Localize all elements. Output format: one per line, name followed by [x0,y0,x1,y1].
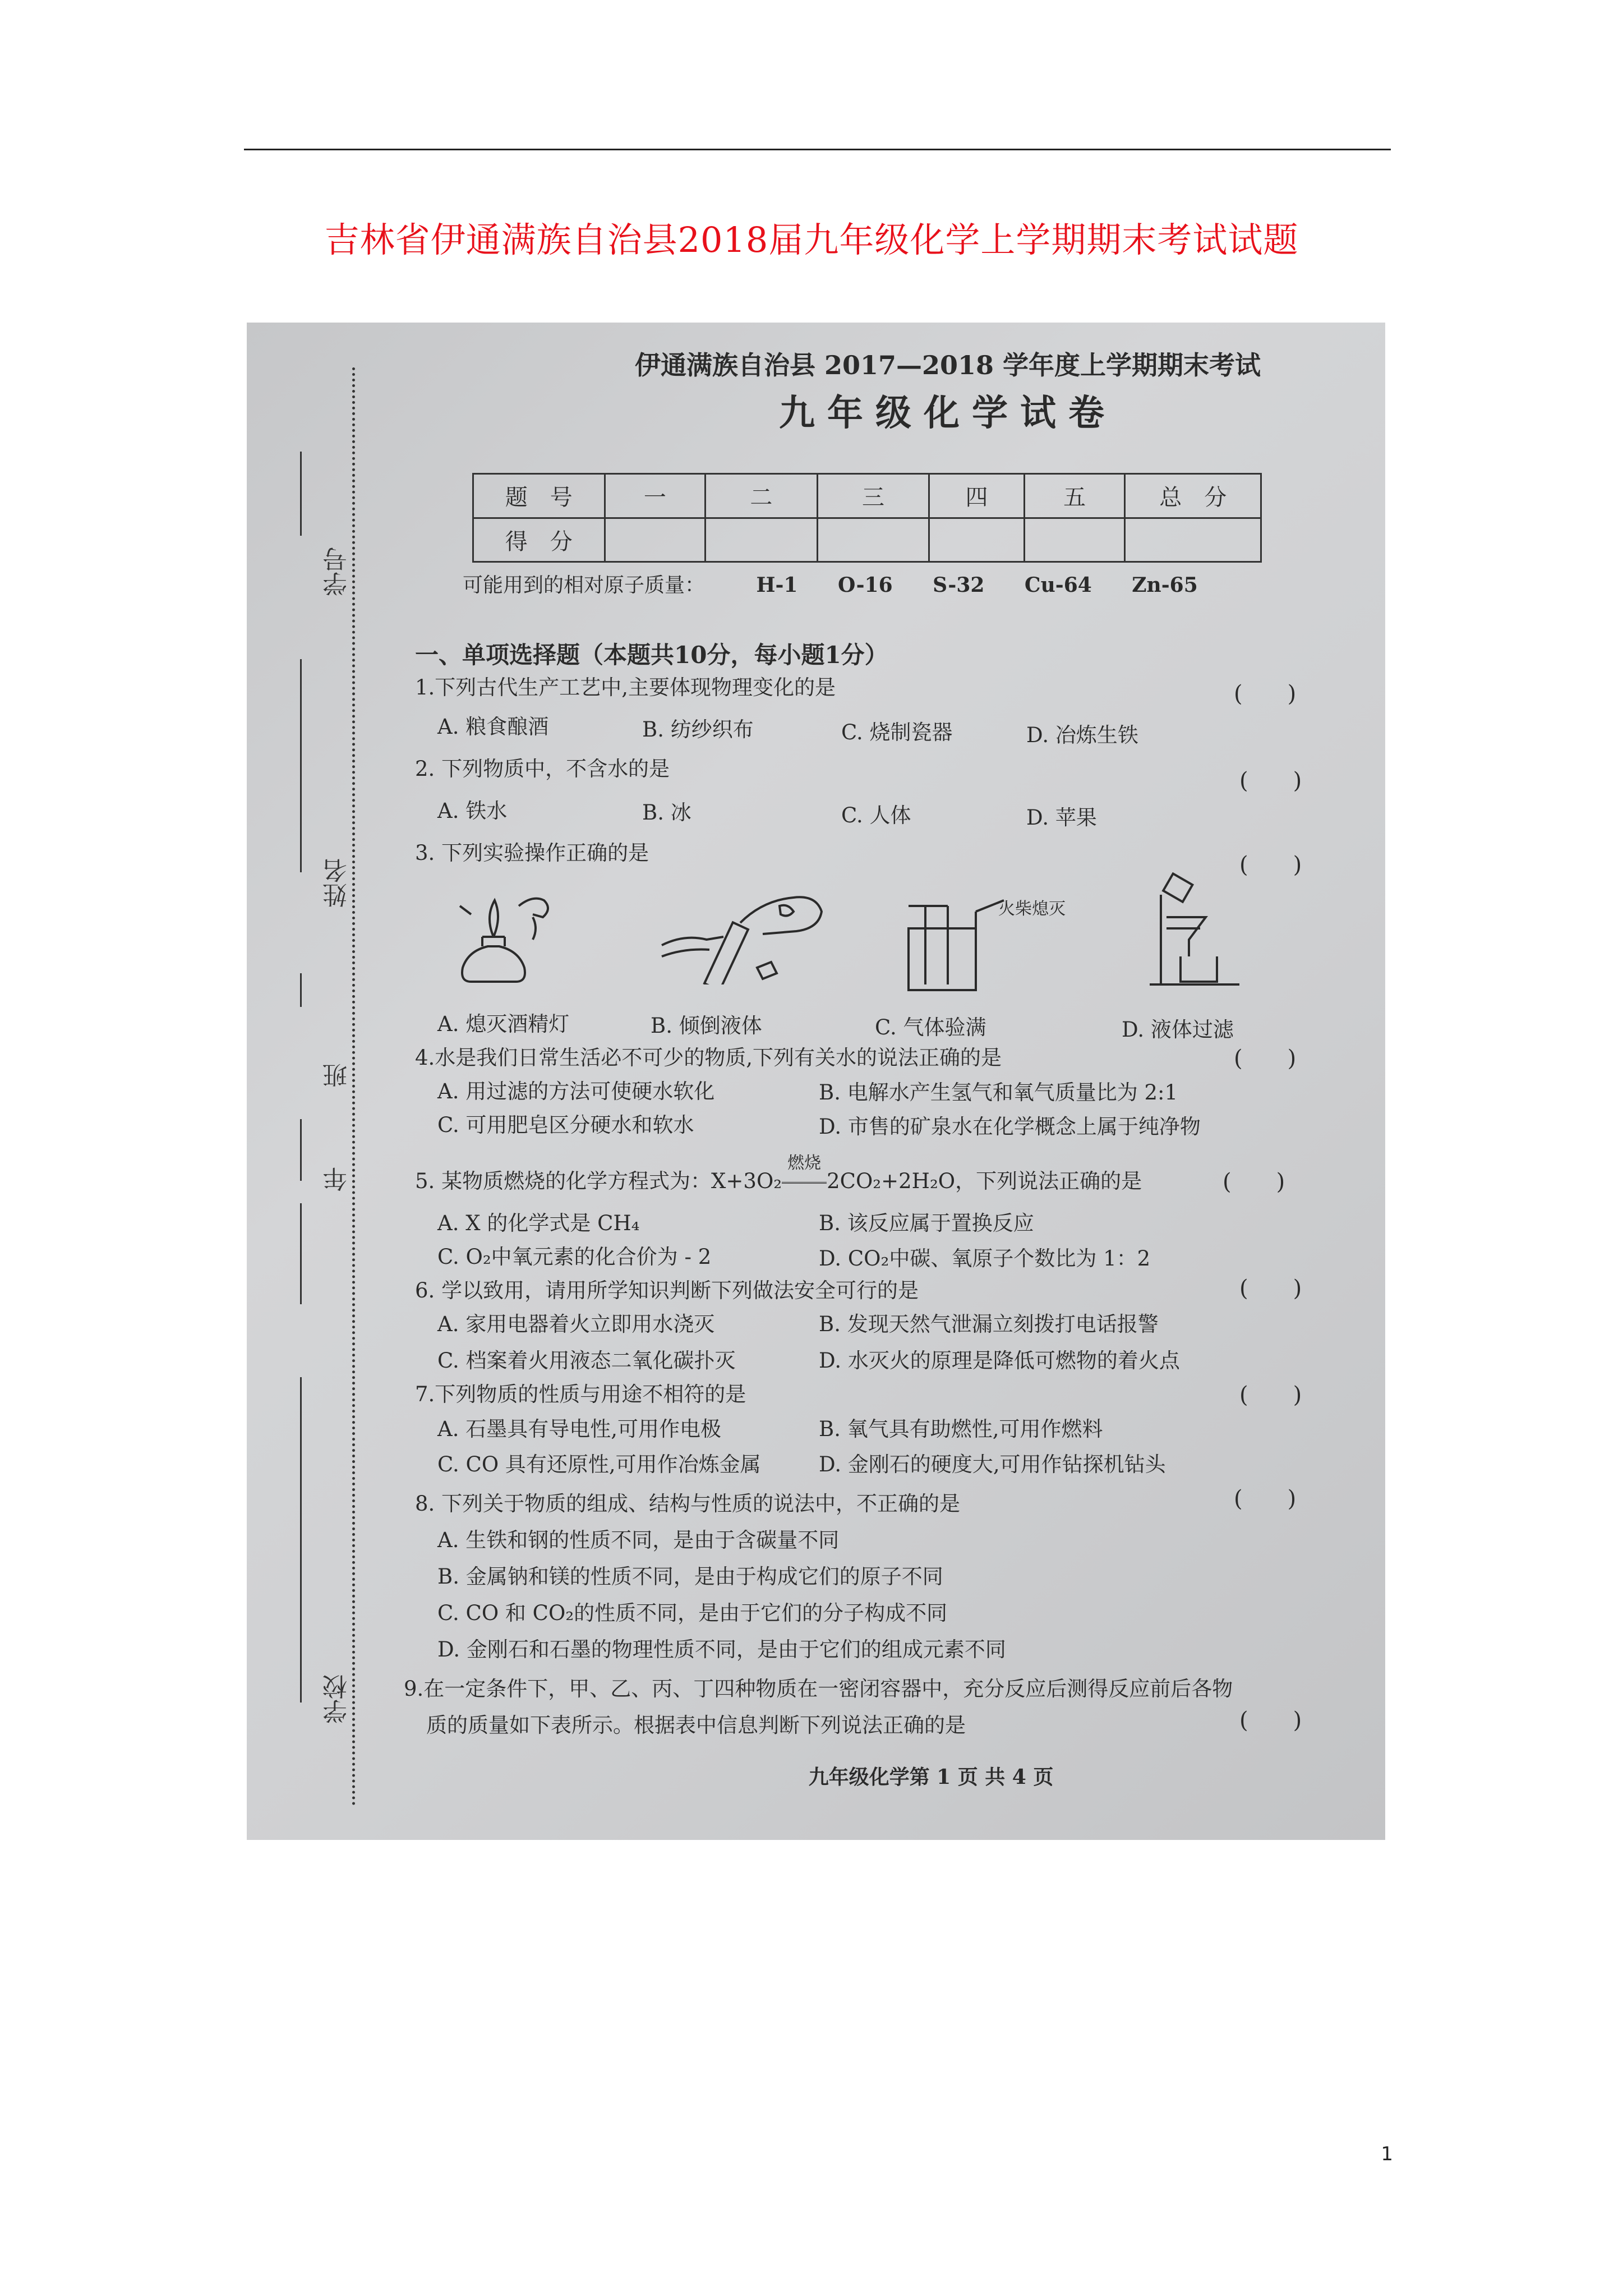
figure-pouring-liquid [651,884,830,984]
score-cell: 得 分 [473,518,605,562]
q8-answer-paren: ( ) [1234,1486,1297,1512]
q3-stem: 3. 下列实验操作正确的是 [415,841,649,865]
q4-option-c: C. 可用肥皂区分硬水和软水 [437,1113,694,1137]
label-grade: 年 [323,1167,352,1191]
atomic-mass-zn: Zn-65 [1132,573,1198,597]
q7-answer-paren: ( ) [1239,1382,1302,1408]
atomic-mass-label: 可能用到的相对原子质量： [463,574,706,597]
q7-stem: 7.下列物质的性质与用途不相符的是 [415,1382,746,1406]
q2-option-d: D. 苹果 [1026,806,1097,830]
figure-filtration [1144,872,1245,990]
q3-option-b: B. 倾倒液体 [651,1014,762,1038]
q1-option-b: B. 纺纱织布 [642,717,754,742]
q1-option-c: C. 烧制瓷器 [841,720,953,744]
q5-stem-pre: 5. 某物质燃烧的化学方程式为：X+3O₂ [415,1169,782,1193]
exam-header-line2: 九年级化学试卷 [779,392,1117,434]
label-name: 姓名 [323,858,352,908]
q8-option-b: B. 金属钠和镁的性质不同，是由于构成它们的原子不同 [437,1565,943,1589]
header-rule [244,149,1391,150]
score-table-header-row [473,474,1261,518]
score-blank [605,518,706,562]
label-school: 学校 [323,1674,352,1724]
score-cell: 题 号 [473,474,605,518]
atomic-mass-cu: Cu-64 [1024,573,1092,597]
q5-reaction-arrow [782,1153,827,1193]
q1-answer-paren: ( ) [1234,681,1297,707]
q5-option-d: D. CO₂中碳、氧原子个数比为 1：2 [819,1246,1151,1271]
q5-option-b: B. 该反应属于置换反应 [819,1211,1034,1235]
score-blank [929,518,1025,562]
class-line [300,973,302,1007]
q8-option-d: D. 金刚石和石墨的物理性质不同，是由于它们的组成元素不同 [437,1637,1006,1662]
q2-option-c: C. 人体 [841,803,911,827]
q5-condition: 燃烧 [787,1153,822,1173]
score-cell: 总 分 [1125,474,1261,518]
atomic-mass-line [463,569,1232,598]
q1-option-a: A. 粮食酿酒 [437,715,549,739]
q7-option-d: D. 金刚石的硬度大,可用作钻探机钻头 [819,1452,1166,1476]
q6-option-c: C. 档案着火用液态二氧化碳扑灭 [437,1349,736,1373]
score-blank [706,518,818,562]
q7-option-b: B. 氧气具有助燃性,可用作燃料 [819,1417,1103,1441]
score-cell: 四 [929,474,1025,518]
q5-stem-post: 2CO₂+2H₂O，下列说法正确的是 [827,1169,1142,1193]
page-number: 1 [1381,2143,1393,2165]
atomic-mass-h: H-1 [756,573,798,597]
name-line [300,659,302,872]
q9-answer-paren: ( ) [1239,1708,1302,1733]
exam-page-footer: 九年级化学第 1 页 共 4 页 [808,1765,1054,1789]
score-blank [1024,518,1125,562]
q5-option-c: C. O₂中氧元素的化合价为 - 2 [437,1245,712,1269]
exam-paper-photo [247,323,1385,1840]
q1-option-d: D. 冶炼生铁 [1026,723,1138,747]
q6-answer-paren: ( ) [1239,1276,1302,1301]
school-line [300,1377,302,1703]
q4-option-a: A. 用过滤的方法可使硬水软化 [437,1079,715,1103]
student-no-line [300,452,302,536]
q3-option-d: D. 液体过滤 [1122,1018,1234,1042]
q9-stem-line2: 质的质量如下表所示。根据表中信息判断下列说法正确的是 [426,1713,966,1737]
score-blank [817,518,929,562]
grade-line-top [300,1119,302,1181]
atomic-mass-o: O-16 [837,573,893,597]
section1-title: 一、单项选择题（本题共10分，每小题1分） [415,641,888,669]
q8-stem: 8. 下列关于物质的组成、结构与性质的说法中，不正确的是 [415,1492,961,1516]
q2-stem: 2. 下列物质中，不含水的是 [415,757,670,781]
grade-line-bottom [300,1203,302,1304]
q7-option-c: C. CO 具有还原性,可用作冶炼金属 [437,1452,761,1476]
q4-option-d: D. 市售的矿泉水在化学概念上属于纯净物 [819,1115,1201,1139]
q5-answer-paren: ( ) [1223,1169,1285,1195]
q3-option-a: A. 熄灭酒精灯 [437,1012,570,1036]
q2-option-a: A. 铁水 [437,799,508,823]
score-blank [1125,518,1261,562]
score-cell: 一 [605,474,706,518]
q5-stem [415,1153,1142,1194]
score-cell: 五 [1024,474,1125,518]
q5-option-a: A. X 的化学式是 CH₄ [437,1211,640,1235]
figure-c-caption: 火柴熄灭 [998,899,1066,919]
label-student-no: 学号 [323,547,352,596]
q8-option-c: C. CO 和 CO₂的性质不同，是由于它们的分子构成不同 [437,1601,948,1625]
q4-stem: 4.水是我们日常生活必不可少的物质,下列有关水的说法正确的是 [415,1046,1002,1070]
q8-option-a: A. 生铁和钢的性质不同，是由于含碳量不同 [437,1528,840,1552]
q6-option-a: A. 家用电器着火立即用水浇灭 [437,1312,715,1336]
q7-option-a: A. 石墨具有导电性,可用作电极 [437,1417,722,1441]
atomic-mass-s: S-32 [933,573,985,597]
score-table [472,473,1262,563]
q2-option-b: B. 冰 [642,800,691,825]
document-title: 吉林省伊通满族自治县2018届九年级化学上学期期末考试试题 [324,219,1299,260]
score-cell: 二 [706,474,818,518]
score-table-score-row [473,518,1261,562]
figure-alcohol-lamp [449,884,561,990]
score-cell: 三 [817,474,929,518]
q9-stem-line1: 9.在一定条件下，甲、乙、丙、丁四种物质在一密闭容器中，充分反应后测得反应前后各物 [404,1677,1233,1701]
q6-stem: 6. 学以致用，请用所学知识判断下列做法安全可行的是 [415,1278,919,1303]
q1-stem: 1.下列古代生产工艺中,主要体现物理变化的是 [415,675,836,700]
q4-option-b: B. 电解水产生氢气和氧气质量比为 2:1 [819,1080,1178,1105]
q2-answer-paren: ( ) [1239,768,1302,794]
exam-header-line1: 伊通满族自治县 2017—2018 学年度上学期期末考试 [634,350,1261,380]
q3-answer-paren: ( ) [1239,852,1302,878]
label-class: 班 [323,1063,352,1088]
q6-option-d: D. 水灭火的原理是降低可燃物的着火点 [819,1349,1180,1373]
q3-option-c: C. 气体验满 [875,1015,986,1039]
q6-option-b: B. 发现天然气泄漏立刻拨打电话报警 [819,1312,1159,1336]
q4-answer-paren: ( ) [1234,1046,1297,1071]
